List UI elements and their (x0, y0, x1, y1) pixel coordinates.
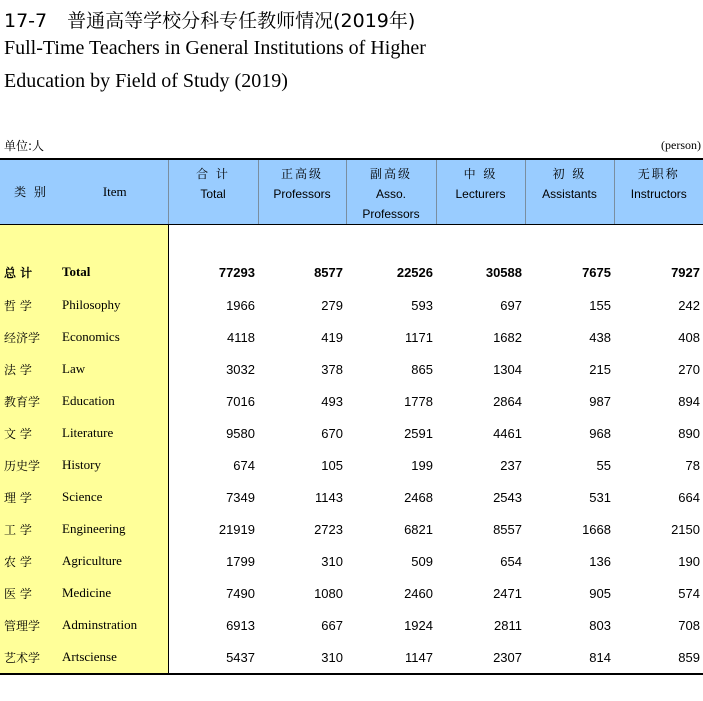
cell-asst: 987 (589, 393, 611, 409)
cell-lect: 2543 (493, 489, 522, 505)
cell-lect: 2864 (493, 393, 522, 409)
cell-asso: 2468 (404, 489, 433, 505)
unit-label-en: (person) (661, 138, 701, 152)
row-category-cn: 法 学 (0, 353, 62, 385)
cell-lect: 2811 (494, 617, 522, 633)
col-header-total: 合 计 Total (168, 159, 258, 225)
cell-asst: 803 (589, 617, 611, 633)
cell-inst: 242 (678, 297, 700, 313)
cell-asst: 531 (589, 489, 611, 505)
table-row (0, 545, 703, 577)
table-row (0, 609, 703, 641)
cell-asso: 2591 (404, 425, 433, 441)
total-row (0, 255, 703, 289)
cell-lect: 237 (500, 457, 522, 473)
cell-prof: 1143 (315, 489, 343, 505)
cell-inst: 7927 (671, 264, 700, 280)
cell-lect: 8557 (493, 521, 522, 537)
cell-asst: 155 (589, 297, 611, 313)
cell-total: 4118 (168, 321, 258, 353)
cell-lect: 654 (500, 553, 522, 569)
cell-inst: 664 (678, 489, 700, 505)
table-row (0, 481, 703, 513)
cell-lect: 1682 (493, 329, 522, 345)
cell-prof: 310 (258, 641, 346, 674)
cell-asso: 1171 (405, 329, 433, 345)
row-category-cn: 管理学 (0, 609, 62, 641)
row-category-cn: 农 学 (0, 545, 62, 577)
cell-asso: 593 (411, 297, 433, 313)
spacer-row (0, 225, 703, 256)
cell-asso: 1147 (346, 641, 436, 674)
cell-asst: 814 (525, 641, 614, 674)
row-item-en: Artsciense (62, 641, 168, 674)
cell-asst: 55 (596, 457, 611, 473)
cell-lect: 2471 (493, 585, 522, 601)
row-item-en: Literature (62, 417, 168, 449)
col-header-professors: 正高级 Professors (258, 159, 346, 225)
cell-prof: 1080 (314, 585, 343, 601)
row-category-cn: 教育学 (0, 385, 62, 417)
cell-prof: 670 (321, 425, 343, 441)
cell-prof: 2723 (314, 521, 343, 537)
cell-asst: 7675 (582, 264, 611, 280)
col-header-item: Item (62, 159, 168, 225)
cell-asso: 1778 (404, 393, 433, 409)
cell-prof: 493 (321, 393, 343, 409)
row-category-cn: 理 学 (0, 481, 62, 513)
cell-asso: 199 (411, 457, 433, 473)
cell-total: 3032 (168, 353, 258, 385)
cell-prof: 8577 (314, 264, 343, 280)
teachers-table (0, 158, 703, 675)
cell-asst: 1668 (582, 521, 611, 537)
col-header-assistants: 初 级 Assistants (525, 159, 614, 225)
cell-total: 77293 (168, 255, 258, 289)
table-row (0, 577, 703, 609)
table-number: 17-7 (4, 10, 48, 32)
col-header-category: 类 别 (0, 159, 62, 225)
title-cn-text: 普通高等学校分科专任教师情况(2019年) (67, 10, 416, 32)
row-item-en: Total (62, 255, 168, 289)
cell-total: 5437 (168, 641, 258, 674)
cell-inst: 890 (678, 425, 700, 441)
cell-prof: 105 (321, 457, 343, 473)
cell-lect: 2307 (436, 641, 525, 674)
cell-prof: 310 (321, 553, 343, 569)
row-item-en: Philosophy (62, 289, 168, 321)
cell-asso: 2460 (404, 585, 433, 601)
cell-lect: 1304 (493, 361, 522, 377)
cell-inst: 190 (678, 553, 700, 569)
cell-total: 6913 (168, 609, 258, 641)
cell-total: 7349 (168, 481, 258, 513)
page-title-en-line1: Full-Time Teachers in General Institutions of Higher (4, 37, 426, 59)
cell-asst: 968 (589, 425, 611, 441)
cell-asso: 1924 (404, 617, 433, 633)
cell-prof: 279 (321, 297, 343, 313)
row-item-en: Economics (62, 321, 168, 353)
cell-total: 1966 (168, 289, 258, 321)
table-row (0, 353, 703, 385)
cell-inst: 894 (678, 393, 700, 409)
cell-lect: 4461 (493, 425, 522, 441)
cell-inst: 408 (678, 329, 700, 345)
row-category-cn: 艺术学 (0, 641, 62, 674)
cell-total: 9580 (168, 417, 258, 449)
row-item-en: Adminstration (62, 609, 168, 641)
cell-asst: 438 (589, 329, 611, 345)
cell-total: 674 (168, 449, 258, 481)
cell-asso: 22526 (396, 264, 433, 280)
col-header-instructors: 无职称 Instructors (614, 159, 703, 225)
row-category-cn: 哲 学 (0, 289, 62, 321)
table-row (0, 641, 703, 674)
row-item-en: History (62, 449, 168, 481)
cell-inst: 270 (678, 361, 700, 377)
cell-total: 7490 (168, 577, 258, 609)
cell-inst: 2150 (671, 521, 700, 537)
cell-asst: 215 (589, 361, 611, 377)
table-row (0, 385, 703, 417)
col-header-lecturers: 中 级 Lecturers (436, 159, 525, 225)
cell-total: 21919 (168, 513, 258, 545)
cell-asso: 865 (411, 361, 433, 377)
cell-lect: 697 (500, 297, 522, 313)
row-category-cn: 经济学 (0, 321, 62, 353)
table-row (0, 289, 703, 321)
cell-total: 7016 (168, 385, 258, 417)
table-row (0, 321, 703, 353)
row-item-en: Education (62, 385, 168, 417)
cell-asst: 136 (589, 553, 611, 569)
row-category-cn: 工 学 (0, 513, 62, 545)
row-item-en: Engineering (62, 513, 168, 545)
table-row (0, 449, 703, 481)
row-item-en: Agriculture (62, 545, 168, 577)
cell-inst: 708 (678, 617, 700, 633)
row-category-cn: 医 学 (0, 577, 62, 609)
cell-prof: 667 (321, 617, 343, 633)
row-item-en: Medicine (62, 577, 168, 609)
row-item-en: Science (62, 481, 168, 513)
cell-total: 1799 (168, 545, 258, 577)
row-category-cn: 文 学 (0, 417, 62, 449)
cell-lect: 30588 (485, 264, 522, 280)
col-header-asso-professors: 副高级 Asso. Professors (346, 159, 436, 225)
cell-inst: 574 (678, 585, 700, 601)
cell-inst: 78 (685, 457, 700, 473)
table-row (0, 417, 703, 449)
page-title-en-line2: Education by Field of Study (2019) (4, 70, 288, 92)
cell-inst: 859 (614, 641, 703, 674)
cell-prof: 378 (321, 361, 343, 377)
row-item-en: Law (62, 353, 168, 385)
table-row (0, 513, 703, 545)
unit-label-cn: 单位:人 (4, 139, 45, 153)
cell-asso: 509 (411, 553, 433, 569)
row-category-cn: 总 计 (0, 255, 62, 289)
cell-prof: 419 (321, 329, 343, 345)
table-header-row (0, 159, 703, 225)
page-title-cn (4, 6, 415, 33)
cell-asst: 905 (589, 585, 611, 601)
cell-asso: 6821 (404, 521, 433, 537)
row-category-cn: 历史学 (0, 449, 62, 481)
